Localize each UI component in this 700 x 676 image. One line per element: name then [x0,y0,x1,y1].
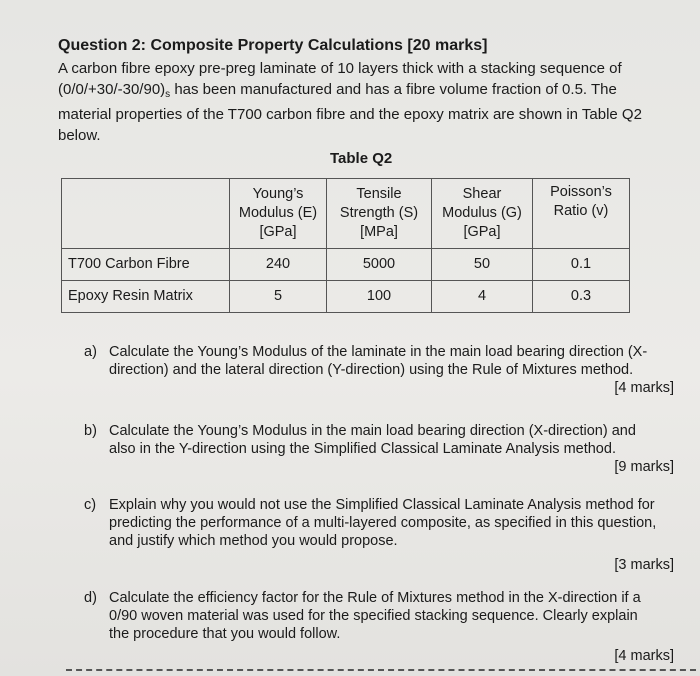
part-b [84,422,674,476]
header-text: Modulus (E) [238,205,318,221]
header-text: Ratio (v) [553,203,609,219]
part-label: c) [84,497,97,513]
header-cell-shear-modulus [432,179,533,249]
material-name-cell: Epoxy Resin Matrix [62,281,230,313]
part-line: also in the Y-direction using the Simplified Classical Laminate Analysis method. [109,441,616,457]
part-a [84,343,674,397]
intro-line-2-rest: has been manufactured and has a fibre volume fraction of 0.5. The [170,80,617,98]
poissons-ratio-cell: 0.1 [533,249,630,281]
poissons-ratio-cell: 0.3 [533,281,630,313]
youngs-modulus-cell: 240 [230,249,327,281]
shear-modulus-cell: 50 [432,249,533,281]
part-line: Calculate the efficiency factor for the Rule of Mixtures method in the X-direction if a [109,590,641,606]
header-text: [GPa] [463,224,501,240]
part-text [109,589,674,665]
material-properties-table [61,178,630,313]
youngs-modulus-cell: 5 [230,281,327,313]
header-text: [MPa] [360,224,398,240]
header-text: Modulus (G) [442,205,522,221]
marks-label: [3 marks] [614,557,674,573]
part-label: d) [84,590,97,606]
part-line: direction) and the lateral direction (Y-direction) using the Rule of Mixtures method. [109,362,634,378]
material-name-cell: T700 Carbon Fibre [62,249,230,281]
marks-label: [9 marks] [614,459,674,475]
tensile-strength-cell: 5000 [327,249,432,281]
header-text: Shear [462,186,502,202]
intro-line-1: A carbon fibre epoxy pre-preg laminate of 10 layers thick with a stacking sequence of [58,60,622,77]
marks-label: [4 marks] [614,380,674,396]
intro-line-4: below. [58,126,101,144]
part-c [84,496,674,574]
header-text: Poisson’s [550,184,612,200]
stacking-sequence: (0/0/+30/-30/90) [58,80,166,98]
header-cell-tensile-strength [327,179,432,249]
part-line: and justify which method you would propose. [109,533,398,549]
shear-modulus-cell: 4 [432,281,533,313]
marks-label: [4 marks] [614,648,674,664]
part-label: a) [84,344,97,360]
header-text: Tensile [356,186,402,202]
table-row [62,249,630,281]
header-cell-poissons-ratio [533,179,630,249]
part-text [109,422,674,476]
part-line: Calculate the Young’s Modulus in the main load bearing direction (X-direction) and [109,423,636,439]
intro-line-2 [58,80,680,106]
part-d [84,589,674,665]
header-text: [GPa] [259,224,297,240]
intro-line-3: material properties of the T700 carbon fibre and the epoxy matrix are shown in Table Q2 [58,106,642,123]
header-text: Young’s [252,186,304,202]
part-text [109,343,674,397]
question-intro [58,59,680,146]
part-line: Explain why you would not use the Simplified Classical Laminate Analysis method for [109,497,655,513]
header-cell-material [62,179,230,249]
table-header-row [62,179,630,249]
part-text [109,496,674,574]
tensile-strength-cell: 100 [327,281,432,313]
header-cell-youngs-modulus [230,179,327,249]
table-caption: Table Q2 [330,150,393,167]
part-line: the procedure that you would follow. [109,626,341,642]
question-title: Question 2: Composite Property Calculations [20 marks] [58,37,488,54]
header-text: Strength (S) [339,205,419,221]
symmetric-subscript: s [165,88,171,100]
table-row [62,281,630,313]
part-line: 0/90 woven material was used for the specified stacking sequence. Clearly explain [109,608,638,624]
page-divider [66,669,696,671]
part-line: Calculate the Young’s Modulus of the laminate in the main load bearing direction (X- [109,344,648,360]
part-line: predicting the performance of a multi-layered composite, as specified in this question, [109,515,657,531]
part-label: b) [84,423,97,439]
